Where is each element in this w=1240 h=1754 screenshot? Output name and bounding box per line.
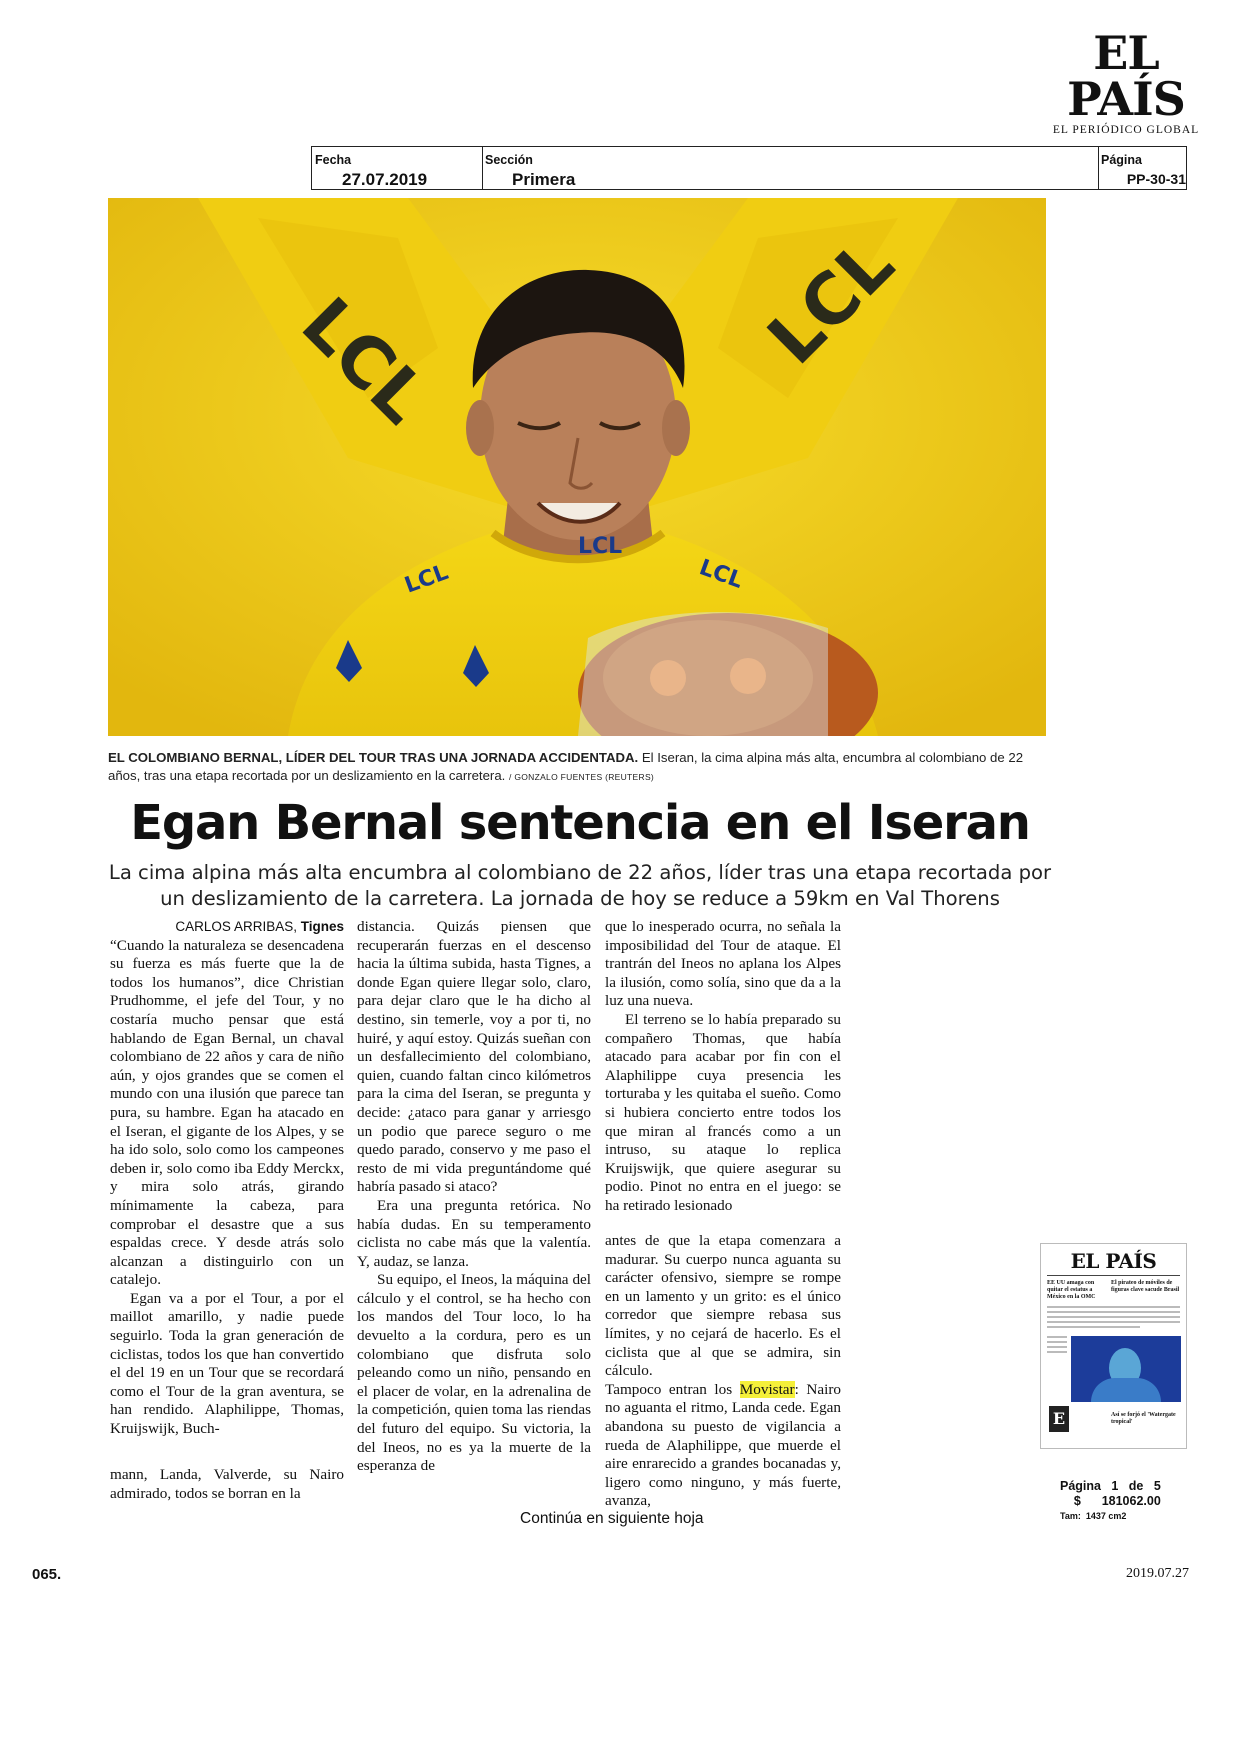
photo-caption: [108, 749, 1046, 786]
highlighted-keyword: Movistar: [739, 1380, 795, 1398]
article-column-2: [357, 918, 591, 1476]
fecha-cell: [312, 147, 483, 189]
de-label: de: [1128, 1479, 1144, 1493]
byline-author: CARLOS ARRIBAS,: [175, 919, 297, 934]
clipping-info-box: [311, 146, 1187, 190]
amount-line: [1060, 1494, 1161, 1509]
text-run: Tampoco entran los: [605, 1380, 733, 1398]
thumbnail-headline-1: EE UU amaga con quitar el estatus a México en la OMC: [1047, 1280, 1096, 1300]
dollar-sign: $: [1073, 1494, 1081, 1508]
paragraph-movistar: [605, 1381, 841, 1511]
byline-place: Tignes: [300, 919, 344, 934]
paragraph: Era una pregunta retórica. No había dudas. En su temperamento ciclista no cabe más que la valentía. Y, audaz, se lanza.: [357, 1196, 591, 1270]
text-run: : Nairo no aguanta el ritmo, Landa cede. Egan abandona su puesto de vigilancia a rueda de Alaphilippe, que muerde el aire enrarecido a grandes bocanadas y, ligero como ninguno, y más fuerte, avanza,: [605, 1380, 841, 1510]
footer-date: 2019.07.27: [1126, 1566, 1189, 1581]
pagina-cell: [1098, 147, 1186, 189]
article-headline: Egan Bernal sentencia en el Iseran: [130, 795, 1030, 851]
seccion-value: Primera: [512, 170, 576, 189]
masthead-tagline: EL PERIÓDICO GLOBAL: [1052, 124, 1200, 136]
paragraph: que lo inesperado ocurra, no señala la imposibilidad del Tour de ataque. El trantrán del Ineos no aplana los Alpes la ilusión, como solía, sino que da a la luz una nueva.: [605, 918, 841, 1010]
paragraph: Su equipo, el Ineos, la máquina del cálculo y el control, se ha hecho con los mandos del Tour loco, lo ha devuelto a la cordura, pero es un colombiano que disfruta solo peleando como un niño, pensando en el placer de volar, en la adrenalina de la competición, quien toma las riendas del futuro del equipo. Su victoria, la del Ineos, no es ya la muerte de la esperanza de: [357, 1271, 591, 1475]
byline: [110, 918, 344, 937]
thumbnail-text-lines: [1047, 1306, 1180, 1338]
caption-text: El Iseran, la cima alpina más alta, encumbra al colombiano de 22 años, tras una etapa recortada por un deslizamiento en la carretera.: [108, 750, 1024, 783]
page-number: 1: [1111, 1479, 1119, 1493]
seccion-cell: [482, 147, 1099, 189]
thumbnail-logo: EL PAÍS: [1070, 1249, 1157, 1273]
footer-code: 065.: [32, 1566, 62, 1583]
front-page-thumbnail: [1040, 1243, 1187, 1449]
continues-note: Continúa en siguiente hoja: [520, 1510, 704, 1527]
thumbnail-headline-2: El pirateo de móviles de figuras clave sacude Brasil: [1111, 1280, 1180, 1293]
pagina-count-label: Página: [1060, 1479, 1101, 1493]
seccion-label: Sección: [485, 153, 533, 167]
article-photo: [108, 198, 1046, 736]
page-total: 5: [1153, 1479, 1161, 1493]
paragraph: antes de que la etapa comenzara a madurar. Su cuerpo nunca aguanta su carácter ofensivo, siempre se rompe en un lamento y un grito: es el único corredor que siempre rebasa sus límites, y no cejará de hacerlo. Es el ciclista que al que se admira, sin cálculo.: [605, 1232, 841, 1380]
article-column-3-bottom: [605, 1232, 841, 1511]
tam-label: Tam:: [1060, 1511, 1081, 1521]
photo-illustration: [108, 198, 1046, 736]
caption-lead: EL COLOMBIANO BERNAL, LÍDER DEL TOUR TRAS UNA JORNADA ACCIDENTADA.: [108, 750, 639, 765]
article-subhead: La cima alpina más alta encumbra al colombiano de 22 años, líder tras una etapa recortada por un deslizamiento de la carretera. La jornada de hoy se reduce a 59km en Val Thorens: [108, 861, 1052, 910]
fecha-value: 27.07.2019: [342, 170, 428, 189]
thumbnail-rule: [1047, 1275, 1180, 1276]
paragraph: El terreno se lo había preparado su compañero Thomas, que había atacado para acabar por fin con el Alaphilippe cuya presencia les torturaba y les quitaba el sueño. Como si hubiera concierto entre todos los que miran al francés como a un intruso, su ataque lo replica Kruijswijk, que quiere asegurar su podio. Pinot no entra en el juego: se ha retirado lesionado: [605, 1010, 841, 1214]
fecha-label: Fecha: [315, 153, 352, 167]
masthead-logo: EL PAÍS: [1067, 26, 1185, 126]
paragraph: mann, Landa, Valverde, su Nairo admirado, todos se borran en la: [110, 1466, 344, 1502]
page-count-line: [1060, 1479, 1161, 1494]
photo-credit: / GONZALO FUENTES (REUTERS): [509, 772, 655, 782]
amount-value: 181062.00: [1101, 1494, 1161, 1508]
page-info: [1060, 1479, 1161, 1524]
article-column-3: [605, 918, 841, 1216]
tam-value: 1437 cm2: [1085, 1511, 1127, 1521]
article-column-1: [110, 918, 344, 1439]
jersey-logo-right: LCL: [752, 222, 910, 381]
thumbnail-headline-3: Así se forjó el 'Watergate tropical': [1111, 1412, 1176, 1425]
pagina-label: Página: [1101, 153, 1142, 167]
paragraph: distancia. Quizás piensen que recuperarán fuerzas en el descenso hacia la última subida, hasta Tignes, a donde Egan quiere llegar solo, claro, para dejar claro que le ha dicho al destino, sin temerle, voy a por ti, no huiré, y aquí estoy. Quizás sueñan con un desfallecimiento del colombiano, quien, cuando faltan cinco kilómetros para la cima del Iseran, se pregunta y decide: ¿ataco para ganar y arriesgo un podio que parece seguro o me quedo parado, conservo y me paso el resto de mi vida preguntándome qué habría pasado si ataco?: [357, 918, 591, 1196]
paragraph: Egan va a por el Tour, a por el maillot amarillo, y nadie puede seguirlo. Toda la gran generación de ciclistas, todos los que han convertido el del 19 en un Tour que se recordará como el Tour de la gran aventura, se han rendido. Alaphilippe, Thomas, Kruijswijk, Buch-: [110, 1289, 344, 1438]
masthead: [1030, 26, 1222, 136]
size-line: [1060, 1509, 1161, 1524]
article-column-1-bottom: [110, 1466, 344, 1503]
thumbnail-e-logo: E: [1049, 1406, 1069, 1432]
thumbnail-side-text: [1047, 1336, 1067, 1402]
jersey-small-logo-center: LCL: [578, 534, 623, 559]
pagina-value: PP-30-31: [1126, 171, 1186, 187]
jersey-small-logo-left: LCL: [401, 560, 452, 599]
paragraph: “Cuando la naturaleza se desencadena su fuerza es más fuerte que la de todos los humanos”, dice Christian Prudhomme, el jefe del Tour, y no costaría mucho pensar que está hablando de Egan Bernal, un chaval colombiano de 22 años y cara de niño aún, y ojos grandes que se comen el mundo con una ilusión que parece tan pura, su hambre. Egan ha atacado en el Iseran, el gigante de los Alpes, y se ha ido solo, solo como los campeones deben ir, solo como iba Eddy Merckx, y mira solo atrás, girando mínimamente la cabeza, para comprobar el desastre que a sus espaldas crece. Y desde atrás solo alcanzan a distinguirlo con un catalejo.: [110, 936, 344, 1289]
thumbnail-photo: [1071, 1336, 1181, 1402]
jersey-logo-left: LCL: [285, 282, 444, 440]
jersey-small-logo-right: LCL: [695, 555, 747, 594]
